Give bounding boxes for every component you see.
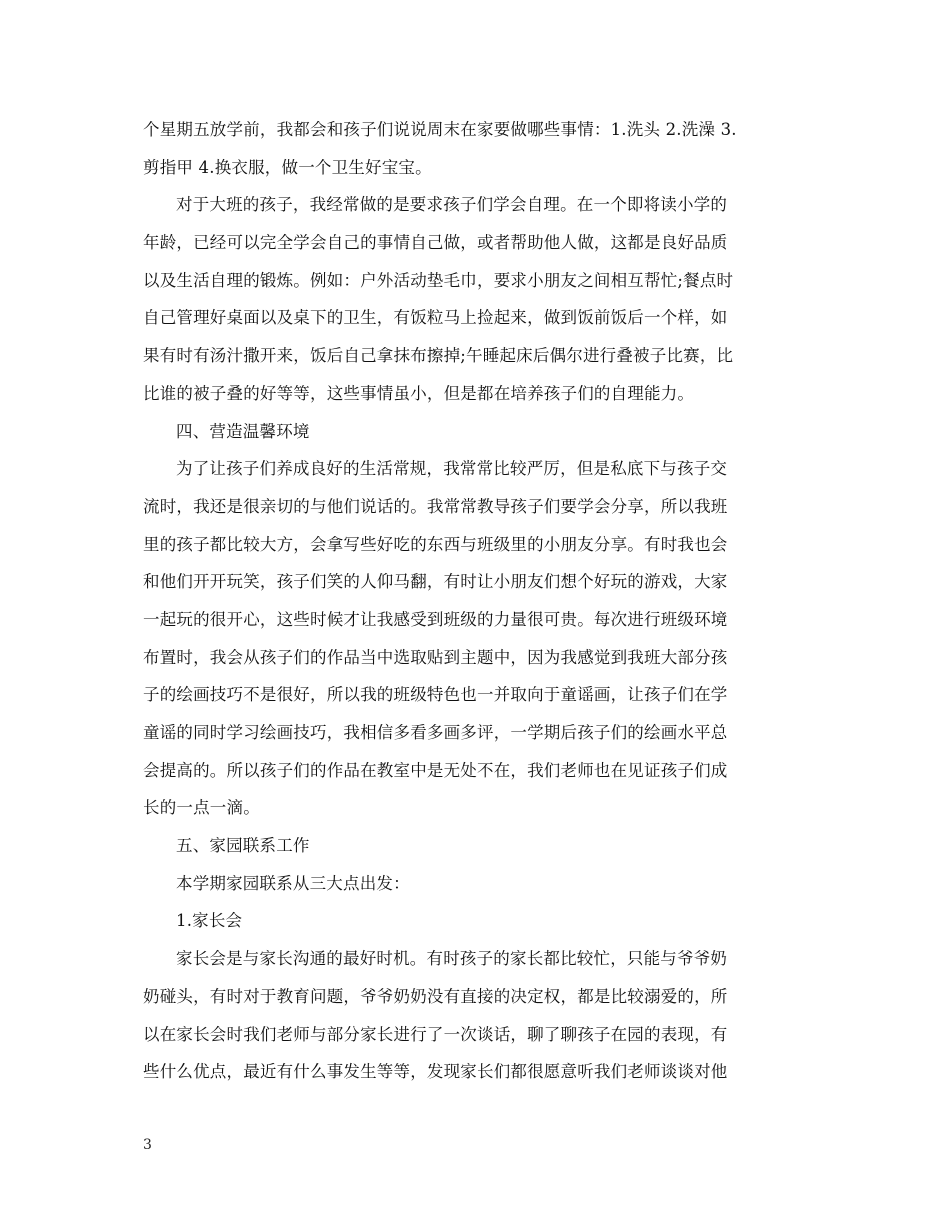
text-line: 五、家园联系工作 — [176, 836, 310, 856]
text-line: 奶碰头，有时对于教育问题，爷爷奶奶没有直接的决定权，都是比较溺爱的，所 — [143, 986, 728, 1006]
text-line: 会提高的。所以孩子们的作品在教室中是无处不在，我们老师也在见证孩子们成 — [143, 760, 728, 780]
text-line: 个星期五放学前，我都会和孩子们说说周末在家要做哪些事情：1.洗头 2.洗澡 3. — [143, 120, 737, 139]
text-line: 子的绘画技巧不是很好，所以我的班级特色也一并取向于童谣画，让孩子们在学 — [143, 685, 728, 705]
page-number: 3 — [143, 1137, 152, 1153]
text-line: 果有时有汤汁撒开来，饭后自己拿抹布擦掉;午睡起床后偶尔进行叠被子比赛，比 — [143, 346, 734, 366]
text-line: 流时，我还是很亲切的与他们说话的。我常常教导孩子们要学会分享，所以我班 — [143, 496, 728, 516]
text-line: 对于大班的孩子，我经常做的是要求孩子们学会自理。在一个即将读小学的 — [176, 195, 728, 215]
text-line: 比谁的被子叠的好等等，这些事情虽小，但是都在培养孩子们的自理能力。 — [143, 383, 695, 403]
text-line: 自己管理好桌面以及桌下的卫生，有饭粒马上捡起来，做到饭前饭后一个样，如 — [143, 308, 728, 328]
text-line: 一起玩的很开心，这些时候才让我感受到班级的力量很可贵。每次进行班级环境 — [143, 609, 728, 629]
text-line: 布置时，我会从孩子们的作品当中选取贴到主题中，因为我感觉到我班大部分孩 — [143, 647, 728, 667]
text-line: 1.家长会 — [176, 911, 243, 931]
document-body — [143, 111, 805, 1091]
text-line: 年龄，已经可以完全学会自己的事情自己做，或者帮助他人做，这都是良好品质 — [143, 233, 728, 253]
text-line: 四、营造温馨环境 — [176, 421, 310, 441]
text-line: 长的一点一滴。 — [143, 798, 260, 818]
text-line: 本学期家园联系从三大点出发： — [176, 873, 410, 893]
text-line: 童谣的同时学习绘画技巧，我相信多看多画多评，一学期后孩子们的绘画水平总 — [143, 723, 728, 742]
text-line: 为了让孩子们养成良好的生活常规，我常常比较严厉，但是私底下与孩子交 — [176, 459, 728, 479]
text-line: 和他们开开玩笑，孩子们笑的人仰马翻，有时让小朋友们想个好玩的游戏，大家 — [143, 572, 728, 592]
text-line: 家长会是与家长沟通的最好时机。有时孩子的家长都比较忙，只能与爷爷奶 — [176, 949, 728, 969]
text-line: 以及生活自理的锻炼。例如：户外活动垫毛巾，要求小朋友之间相互帮忙;餐点时 — [143, 270, 734, 290]
text-line: 以在家长会时我们老师与部分家长进行了一次谈话，聊了聊孩子在园的表现，有 — [143, 1024, 728, 1044]
text-line: 剪指甲 4.换衣服，做一个卫生好宝宝。 — [143, 157, 432, 177]
text-line: 些什么优点，最近有什么事发生等等，发现家长们都很愿意听我们老师谈谈对他 — [143, 1062, 728, 1082]
text-line: 里的孩子都比较大方，会拿写些好吃的东西与班级里的小朋友分享。有时我也会 — [143, 534, 728, 554]
